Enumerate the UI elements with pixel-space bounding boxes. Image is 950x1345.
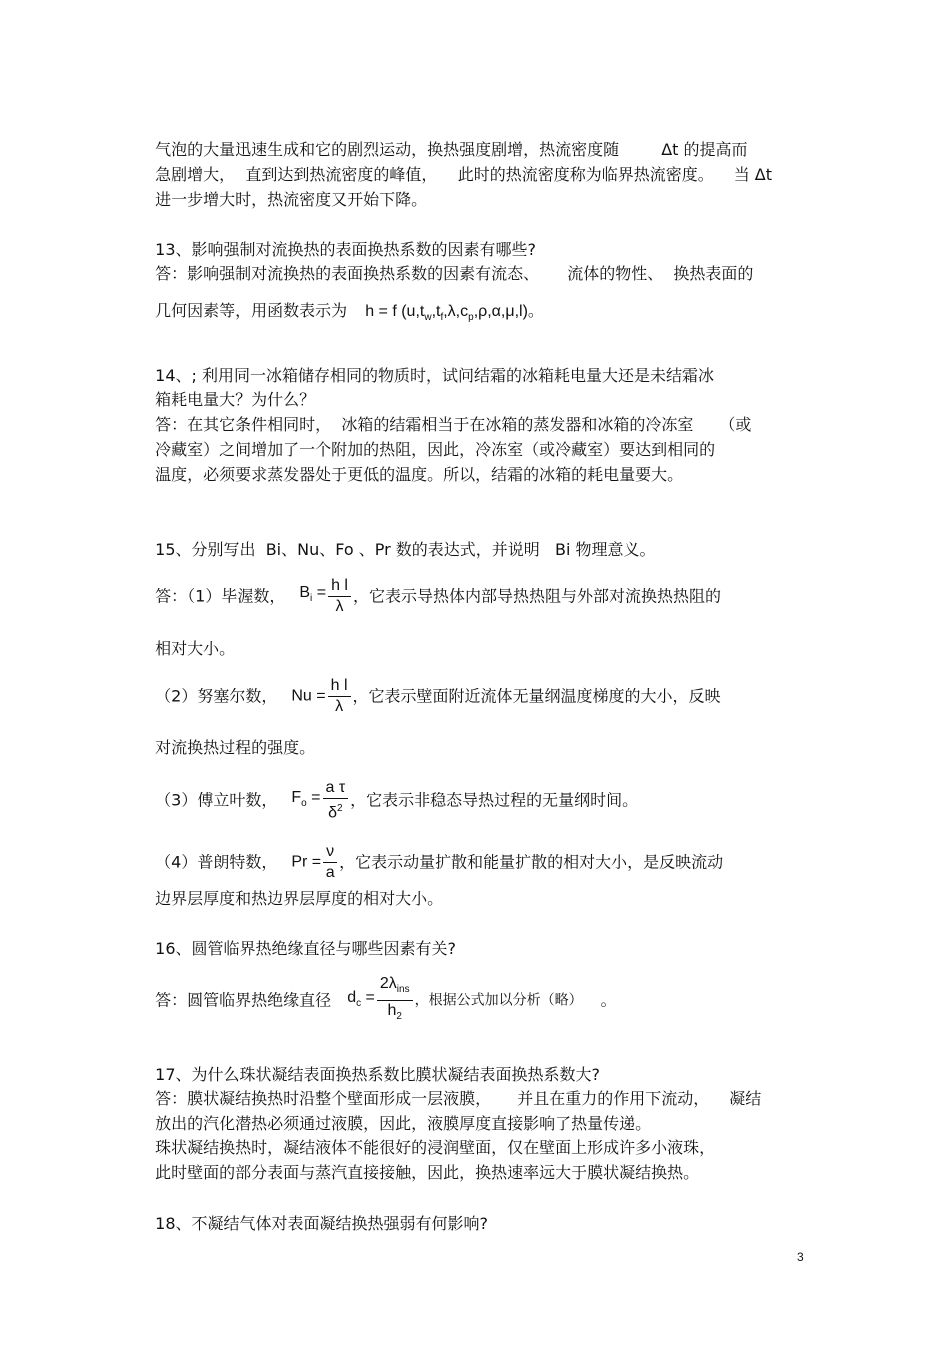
paragraph-line — [145, 170, 427, 210]
text: 当 Δt — [733, 165, 773, 184]
question-text: 17、为什么珠状凝结表面换热系数比膜状凝结表面换热系数大? — [155, 1065, 601, 1084]
answer-line — [145, 718, 315, 758]
text: 。 — [600, 990, 617, 1010]
answer-line — [145, 244, 753, 284]
text: 并且在重力的作用下流动， — [517, 1089, 710, 1108]
text: （4）普朗特数， — [155, 852, 278, 872]
formula: h = f $(u,t_w,t_f,\lambda,c_p,\rho,\alpha,\mu,l)$ — [365, 303, 528, 324]
question-16 — [145, 919, 456, 959]
question-text: 16、圆管临界热绝缘直径与哪些因素有关? — [155, 939, 457, 958]
text: 放出的汽化潜热必须通过液膜，因此，液膜厚度直接影响了热量传递。 — [155, 1114, 652, 1133]
question-text: 14、; 利用同一冰箱储存相同的物质时，试问结霜的冰箱耗电量大还是未结霜冰 — [155, 366, 715, 385]
fraction: $\frac{2\lambda_{ins}}{h_2}$ — [377, 974, 413, 1027]
text: 答：圆管临界热绝缘直径 — [155, 990, 332, 1010]
question-text: 13、影响强制对流换热的表面换热系数的因素有哪些? — [155, 240, 537, 259]
fraction: $\frac{\text{h l}}{\lambda}$ — [328, 676, 351, 717]
text: （2）努塞尔数， — [155, 686, 278, 706]
text: 答：（1）毕渥数， — [155, 586, 286, 606]
text: 几何因素等，用函数表示为 — [155, 301, 348, 320]
text: ，根据公式加以分析（略） — [414, 992, 583, 1009]
text: 边界层厚度和热边界层厚度的相对大小。 — [155, 889, 444, 908]
text: 答：影响强制对流换热的表面换热系数的因素有流态、 — [155, 264, 540, 283]
answer-prandtl: （4）普朗特数， Pr = $\frac{\nu}{a}$ ，它表示动量扩散和能量扩散的相对大小，是反映流动 — [155, 843, 724, 881]
text: （3）傅立叶数， — [155, 790, 278, 810]
answer-critical-diameter: 答：圆管临界热绝缘直径 $d_c$ = $\frac{2\lambda_{ins}}{h_2}$ ，根据公式加以分析（略） 。 — [145, 954, 617, 1027]
text: 气泡的大量迅速生成和它的剧烈运动，换热强度剧增，热流密度随 — [155, 140, 620, 159]
text: Δt 的提高而 — [661, 140, 748, 159]
text: 此时壁面的部分表面与蒸汽直接接触，因此，换热速率远大于膜状凝结换热。 — [155, 1163, 700, 1182]
text: ，它表示壁面附近流体无量纲温度梯度的大小，反映 — [352, 686, 721, 706]
text: ，它表示导热体内部导热热阻与外部对流换热热阻的 — [352, 586, 721, 606]
fraction: $\frac{\nu}{a}$ — [323, 842, 337, 883]
text: ，它表示非稳态导热过程的无量纲时间。 — [350, 790, 639, 810]
text: 珠状凝结换热时，凝结液体不能很好的浸润壁面，仅在壁面上形成许多小液珠， — [155, 1138, 716, 1157]
text: 温度，必须要求蒸发器处于更低的温度。所以，结霜的冰箱的耗电量要大。 — [155, 465, 684, 484]
question-text: 18、不凝结气体对表面凝结换热强弱有何影响? — [155, 1214, 489, 1233]
text: 答：膜状凝结换热时沿整个壁面形成一层液膜， — [155, 1089, 492, 1108]
text: 进一步增大时，热流密度又开始下降。 — [155, 190, 428, 209]
fraction: $\frac{\text{h l}}{\lambda}$ — [328, 576, 351, 617]
question-18 — [145, 1194, 488, 1234]
text: 急剧增大， 直到达到热流密度的峰值， 此时的热流密度称为临界热流密度。 — [155, 165, 714, 184]
text: 对流换热过程的强度。 — [155, 738, 316, 757]
text: 流体的物性、 换热表面的 — [567, 264, 754, 283]
answer-biot: 答：（1）毕渥数， $B_i$ = $\frac{\text{h l}}{\lambda}$ ，它表示导热体内部导热热阻与外部对流换热热阻的 — [155, 577, 721, 615]
answer-line — [145, 619, 235, 659]
text: ，它表示动量扩散和能量扩散的相对大小，是反映流动 — [339, 852, 724, 872]
text: （或 — [719, 415, 752, 434]
answer-line — [145, 445, 683, 485]
fraction: $\frac{\text{a τ}}{\delta^2}$ — [323, 778, 349, 823]
question-text: 箱耗电量大？为什么？ — [155, 390, 316, 409]
answer-line — [145, 869, 443, 909]
question-text: 15、分别写出 Bi、Nu、Fo 、Pr 数的表达式，并说明 Bi 物理意义。 — [155, 540, 656, 559]
answer-nusselt: （2）努塞尔数， Nu = $\frac{\text{h l}}{\lambda}$ ，它表示壁面附近流体无量纲温度梯度的大小，反映 — [155, 677, 721, 715]
answer-fourier: （3）傅立叶数， $F_o$ = $\frac{\text{a τ}}{\delta^2}$ ，它表示非稳态导热过程的无量纲时间。 — [155, 779, 639, 822]
text: 凝结 — [729, 1089, 762, 1108]
answer-line — [145, 1143, 699, 1183]
text: 答：在其它条件相同时， 冰箱的结霜相当于在冰箱的蒸发器和冰箱的冷冻室 — [155, 415, 694, 434]
text: 。 — [527, 301, 544, 320]
text: 相对大小。 — [155, 639, 236, 658]
question-15 — [145, 520, 656, 560]
answer-line — [145, 281, 544, 328]
text: 冷藏室）之间增加了一个附加的热阻，因此，冷冻室（或冷藏室）要达到相同的 — [155, 440, 716, 459]
page-number: 3 — [797, 1250, 804, 1264]
